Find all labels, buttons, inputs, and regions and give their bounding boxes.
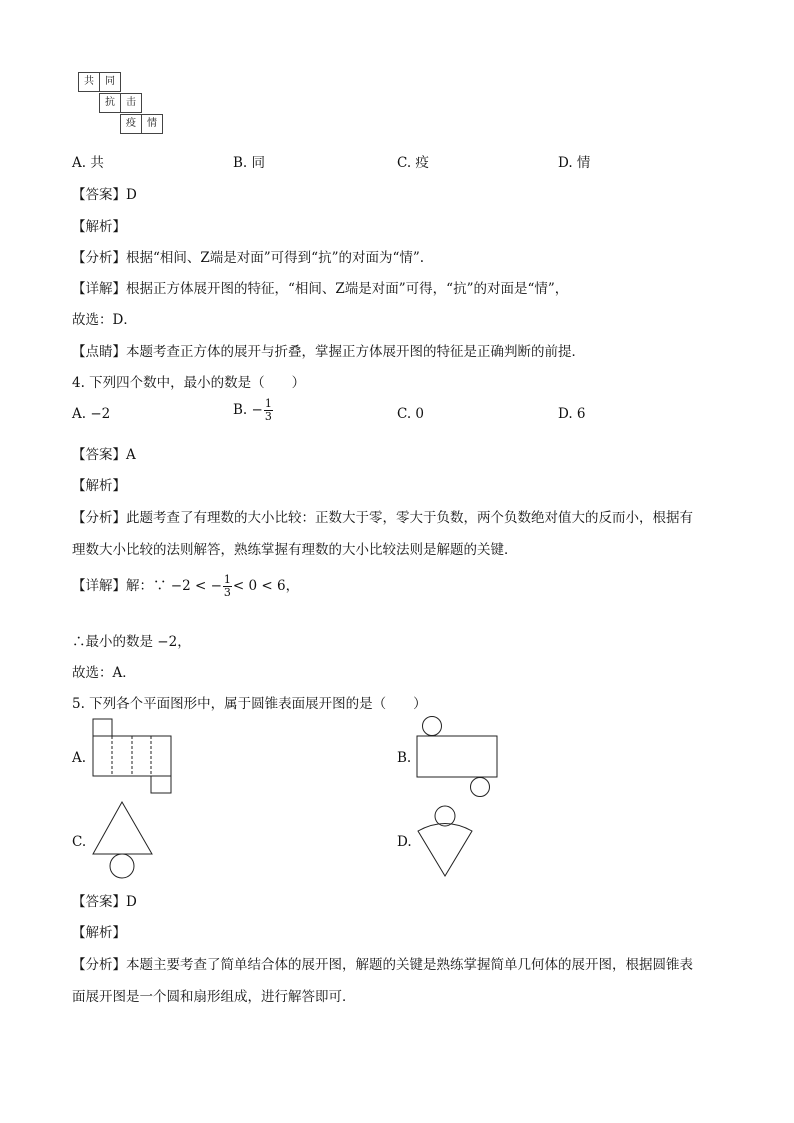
net-cell-3: 抗 [99, 93, 121, 113]
q4-xiangjie-denominator: 3 [223, 586, 231, 599]
net-cell-2: 同 [99, 72, 121, 92]
q4-answer: 【答案】A [72, 447, 136, 463]
q4-option-b-fraction [264, 398, 273, 423]
q3-xiangjie: 【详解】根据正方体展开图的特征，“相间、Z端是对面”可得，“抗”的对面是“情”， [72, 281, 569, 297]
q5-label-c: C. [72, 834, 87, 850]
q5-label-b: B. [397, 750, 412, 766]
q4-option-b-denominator: 3 [264, 410, 272, 423]
net-cell-4: 击 [120, 93, 142, 113]
q4-xiangjie-suffix: < 0 < 6， [232, 578, 300, 594]
q5-label-d: D. [397, 834, 412, 850]
q4-xiangjie [72, 574, 299, 599]
q5-question: 5. 下列各个平面图形中，属于圆锥表面展开图的是（ ） [72, 696, 427, 712]
q5-fenxi-line1: 【分析】本题主要考查了简单结合体的展开图，解题的关键是熟练掌握简单几何体的展开图，根据圆锥表 [72, 957, 693, 973]
q3-answer: 【答案】D [72, 187, 137, 203]
q4-fenxi-line1: 【分析】此题考查了有理数的大小比较：正数大于零，零大于负数，两个负数绝对值大的反而小，根据有 [72, 510, 693, 526]
q3-option-a: A. 共 [72, 155, 104, 171]
figure-b-bottom-circle [471, 778, 490, 797]
figure-a-bottom-square [151, 776, 171, 793]
net-cell-6: 情 [141, 114, 163, 134]
net-cell-1: 共 [78, 72, 100, 92]
q4-option-b-sign: − [251, 402, 263, 418]
q3-option-b: B. 同 [233, 155, 266, 171]
q4-fenxi-line2: 理数大小比较的法则解答，熟练掌握有理数的大小比较法则是解题的关键． [72, 542, 518, 558]
figure-a-prism-net [92, 718, 174, 794]
figure-a-top-square [93, 719, 112, 736]
figure-c-triangle [93, 802, 152, 854]
q5-fenxi-line2: 面展开图是一个圆和扇形组成，进行解答即可． [72, 989, 356, 1005]
figure-c-pyramid-net [92, 800, 154, 882]
net-cell-5: 疫 [120, 114, 142, 134]
q3-choose: 故选：D． [72, 312, 137, 328]
figure-b-top-circle [423, 717, 442, 736]
q5-analysis-head: 【解析】 [72, 925, 126, 941]
q5-label-a: A. [72, 750, 87, 766]
figure-d-cone-net [416, 804, 476, 878]
q4-option-c: C. 0 [397, 406, 425, 422]
q3-option-c: C. 疫 [397, 155, 429, 171]
figure-c-circle [110, 854, 134, 878]
figure-d-sector [418, 824, 472, 877]
q4-option-d: D. 6 [558, 406, 586, 422]
figure-b-cylinder-net [416, 716, 500, 800]
q4-xiangjie-numerator: 1 [223, 573, 231, 586]
cube-net-figure [78, 72, 170, 138]
q4-option-a: A. −2 [72, 406, 111, 422]
q5-answer: 【答案】D [72, 894, 137, 910]
figure-b-rectangle [417, 736, 497, 777]
q4-option-b [233, 398, 274, 423]
q3-dianjing: 【点睛】本题考查正方体的展开与折叠，掌握正方体展开图的特征是正确判断的前提． [72, 344, 585, 360]
q4-xiangjie-prefix: 【详解】解：∵ −2 < − [72, 578, 222, 594]
q3-analysis-head: 【解析】 [72, 219, 126, 235]
q3-fenxi: 【分析】根据“相间、Z端是对面”可得到“抗”的对面为“情”. [72, 250, 425, 266]
q3-option-d: D. 情 [558, 155, 591, 171]
q4-question: 4. 下列四个数中，最小的数是（ ） [72, 375, 306, 391]
q4-conclusion: ∴最小的数是 −2， [72, 634, 191, 650]
q4-choose: 故选：A． [72, 665, 136, 681]
q4-option-b-label: B. [233, 402, 248, 418]
q4-analysis-head: 【解析】 [72, 478, 126, 494]
q4-xiangjie-fraction [223, 574, 232, 599]
q4-option-b-numerator: 1 [264, 397, 272, 410]
